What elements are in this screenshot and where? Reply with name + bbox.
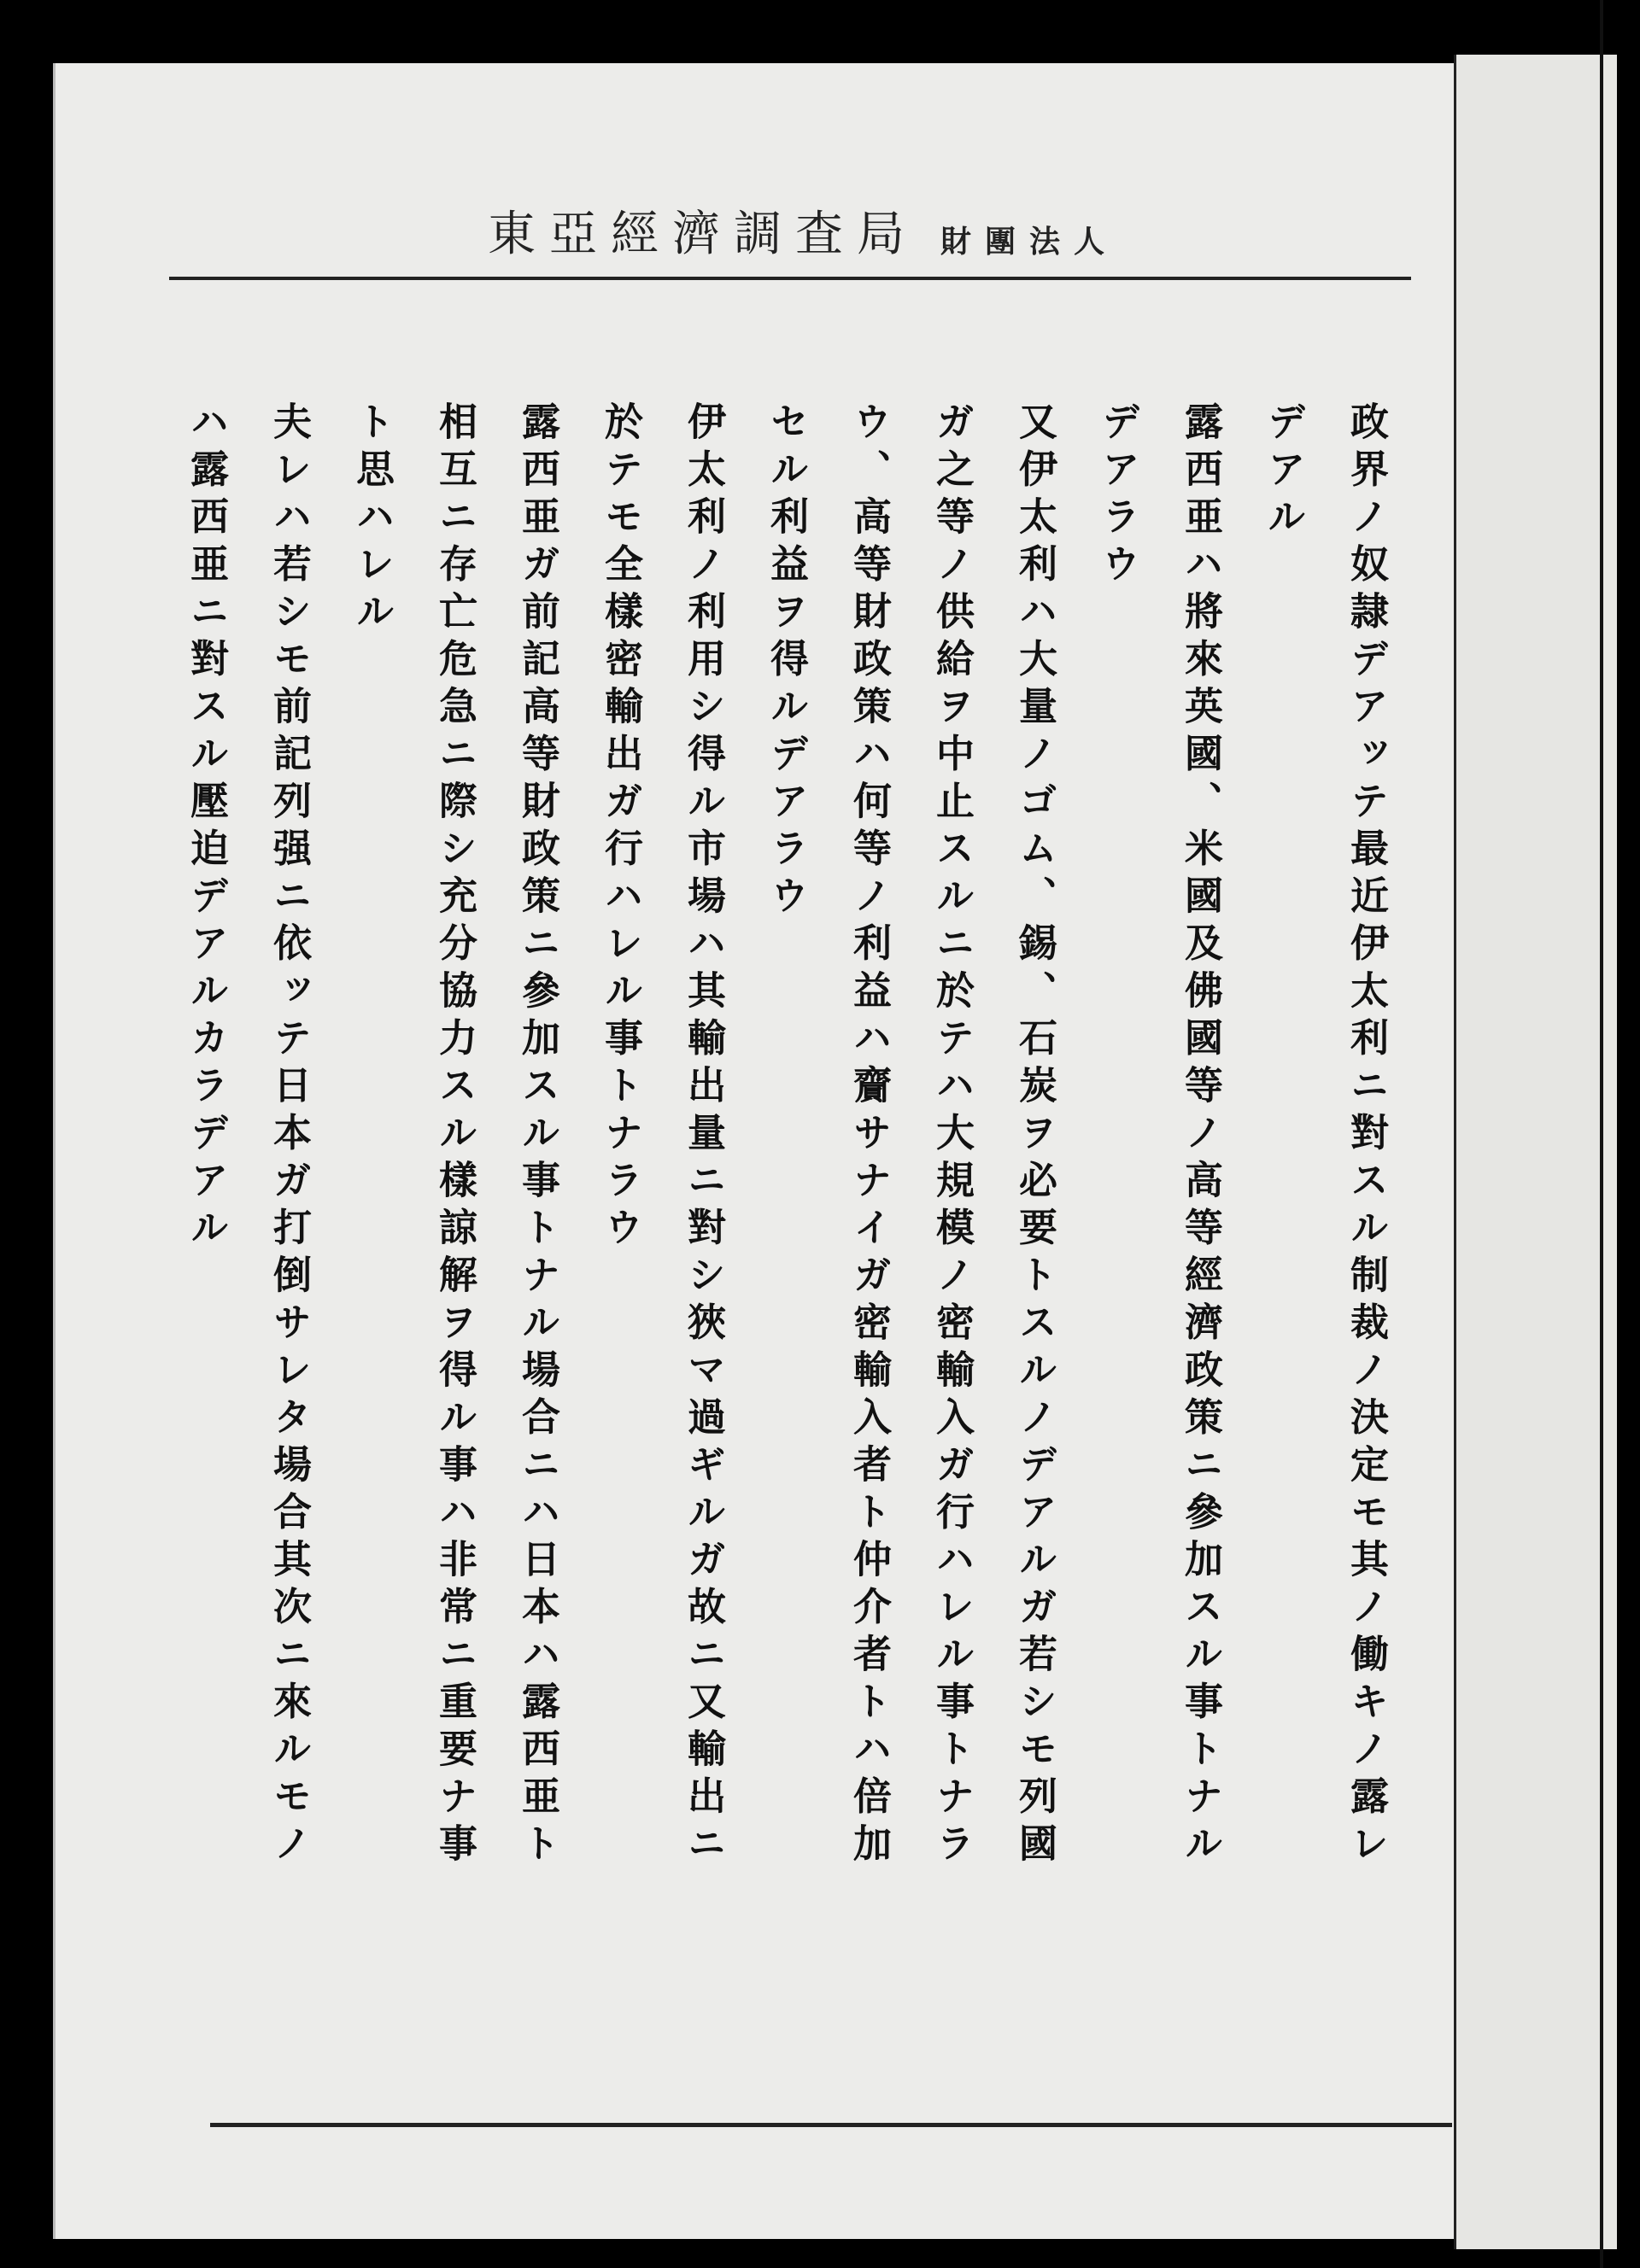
header-rule xyxy=(169,277,1411,280)
text-column: 伊太利ノ利用シ得ル市場ハ其輸出量ニ對シ狹マ過ギルガ故ニ又輸出ニ xyxy=(681,401,726,1871)
text-column: 露西亜ガ前記高等財政策ニ參加スル事トナル場合ニハ日本ハ露西亜ト xyxy=(515,401,560,1871)
text-column: ガ之等ノ供給ヲ中止スルニ於テハ大規模ノ密輸入ガ行ハレル事トナラ xyxy=(929,401,975,1871)
text-column: ハ露西亜ニ對スル壓迫デアルカラデアル xyxy=(184,401,229,1254)
page-header xyxy=(461,205,1145,265)
text-column: 露西亜ハ將來英國、米國及佛國等ノ高等經濟政策ニ參加スル事トナル xyxy=(1178,401,1223,1871)
text-column: 相互ニ存亡危急ニ際シ充分協力スル樣諒解ヲ得ル事ハ非常ニ重要ナ事 xyxy=(432,401,477,1871)
text-column: セル利益ヲ得ルデアラウ xyxy=(764,401,809,923)
text-column: 於テモ全樣密輸出ガ行ハレル事トナラウ xyxy=(598,401,643,1254)
text-column: ウ、高等財政策ハ何等ノ利益ハ齎サナイガ密輸入者ト仲介者トハ倍加 xyxy=(846,401,892,1871)
text-column: 政界ノ奴隷デアッテ最近伊太利ニ對スル制裁ノ決定モ其ノ働キノ露レ xyxy=(1344,401,1389,1871)
adjacent-page-bleed xyxy=(1570,529,1601,1810)
text-column: 夫レハ若シモ前記列强ニ依ッテ日本ガ打倒サレタ場合其次ニ來ルモノ xyxy=(266,401,312,1871)
header-subtitle: 財團法人 xyxy=(940,224,1118,260)
footer-rule xyxy=(210,2123,1452,2127)
text-column: 又伊太利ハ大量ノゴム、錫、石炭ヲ必要トスルノデアルガ若シモ列國 xyxy=(1012,401,1057,1871)
text-column: デアラウ xyxy=(1095,401,1140,591)
text-column: デアル xyxy=(1261,401,1306,544)
header-title: 東亞經濟調査局 xyxy=(487,207,918,262)
text-column: ト思ハレル xyxy=(349,401,395,639)
vertical-text-body xyxy=(179,401,1392,2066)
